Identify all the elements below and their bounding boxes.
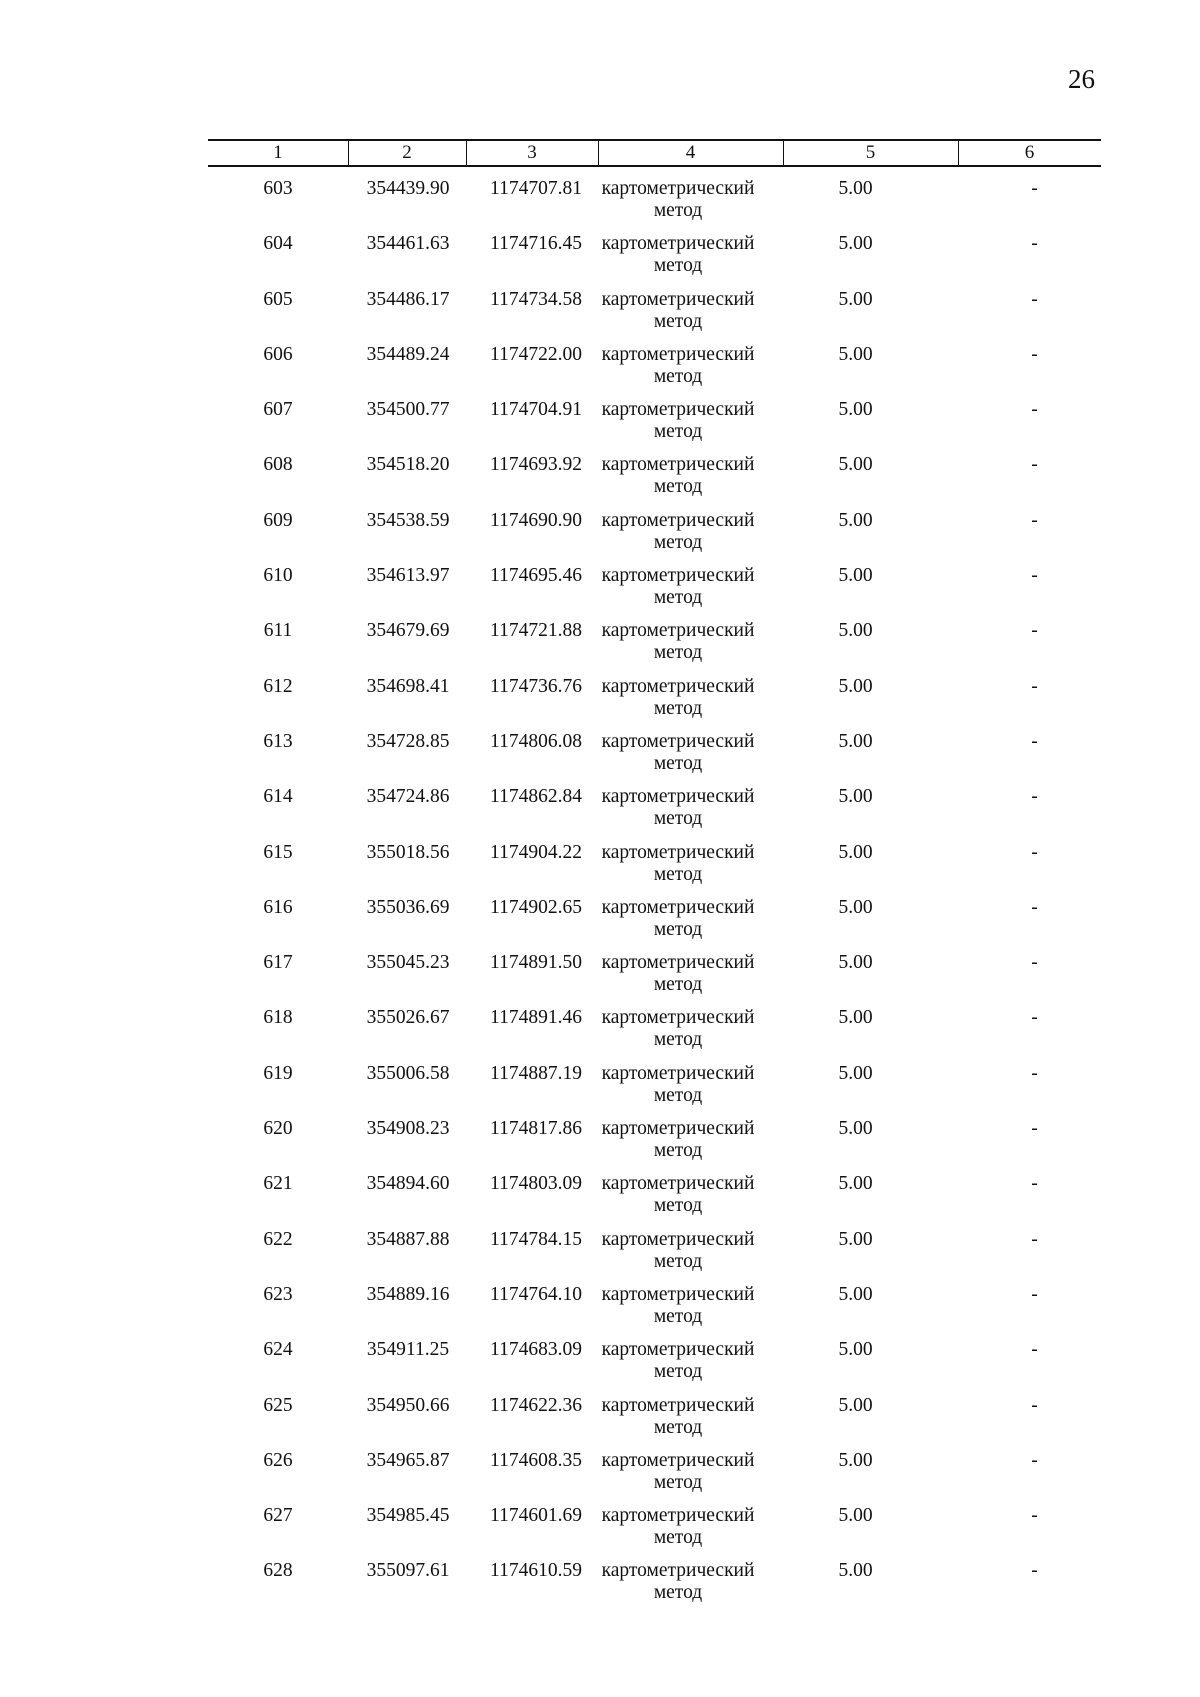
coordinate-x: 355018.56 [366, 841, 450, 863]
note-value: - [1031, 343, 1038, 365]
coordinate-x: 354500.77 [366, 399, 450, 421]
accuracy-value: 5.00 [838, 343, 873, 365]
coordinate-x: 355026.67 [366, 1007, 450, 1029]
method-line-1: картометрический [601, 1560, 755, 1582]
method-line-2: метод [653, 1029, 703, 1051]
coordinate-x: 355006.58 [366, 1062, 450, 1084]
method-line-2: метод [653, 310, 703, 332]
accuracy-value: 5.00 [838, 952, 873, 974]
method-line-2: метод [653, 1250, 703, 1272]
accuracy-value: 5.00 [838, 1560, 873, 1582]
method-line-1: картометрический [601, 1449, 755, 1471]
table-row [208, 842, 1101, 897]
accuracy-value: 5.00 [838, 1339, 873, 1361]
coordinate-y: 1174862.84 [490, 786, 582, 808]
accuracy-value: 5.00 [838, 786, 873, 808]
accuracy-value: 5.00 [838, 1062, 873, 1084]
method-line-1: картометрический [601, 288, 755, 310]
method-cell [588, 786, 768, 830]
method-line-2: метод [653, 1140, 703, 1162]
point-number: 610 [263, 565, 293, 587]
point-number: 621 [263, 1173, 293, 1195]
coordinate-y: 1174622.36 [490, 1394, 582, 1416]
note-value: - [1031, 454, 1038, 476]
method-line-2: метод [653, 808, 703, 830]
method-line-1: картометрический [601, 1283, 755, 1305]
point-number: 618 [263, 1007, 293, 1029]
accuracy-value: 5.00 [838, 288, 873, 310]
method-line-1: картометрический [601, 952, 755, 974]
note-value: - [1031, 1118, 1038, 1140]
coordinate-y: 1174891.50 [490, 952, 582, 974]
table-row [208, 399, 1101, 454]
method-line-1: картометрический [601, 343, 755, 365]
coordinate-x: 354439.90 [366, 178, 450, 199]
method-line-1: картометрический [601, 841, 755, 863]
method-cell [588, 1505, 768, 1549]
table-row [208, 1118, 1101, 1173]
coordinate-y: 1174704.91 [490, 399, 582, 421]
method-line-2: метод [653, 974, 703, 996]
accuracy-value: 5.00 [838, 1228, 873, 1250]
point-number: 617 [263, 952, 293, 974]
method-cell [588, 178, 768, 222]
coordinate-y: 1174693.92 [490, 454, 582, 476]
method-line-1: картометрический [601, 233, 755, 255]
coordinate-y: 1174887.19 [490, 1062, 582, 1084]
table-row [208, 1450, 1101, 1505]
table-row [208, 565, 1101, 620]
point-number: 605 [263, 288, 293, 310]
method-line-1: картометрический [601, 1339, 755, 1361]
note-value: - [1031, 399, 1038, 421]
note-value: - [1031, 786, 1038, 808]
accuracy-value: 5.00 [838, 509, 873, 531]
method-line-2: метод [653, 365, 703, 387]
method-line-1: картометрический [601, 1505, 755, 1527]
note-value: - [1031, 233, 1038, 255]
table-row [208, 233, 1101, 288]
method-cell [588, 344, 768, 388]
table-row [208, 1173, 1101, 1228]
method-line-1: картометрический [601, 620, 755, 642]
accuracy-value: 5.00 [838, 233, 873, 255]
method-cell [588, 1450, 768, 1494]
point-number: 612 [263, 675, 293, 697]
coordinate-y: 1174817.86 [490, 1118, 582, 1140]
coordinate-y: 1174683.09 [490, 1339, 582, 1361]
table-row [208, 897, 1101, 952]
method-cell [588, 676, 768, 720]
accuracy-value: 5.00 [838, 454, 873, 476]
point-number: 628 [263, 1560, 293, 1582]
coordinate-x: 354679.69 [366, 620, 450, 642]
coordinate-y: 1174690.90 [490, 509, 582, 531]
method-cell [588, 1560, 768, 1604]
method-line-2: метод [653, 1195, 703, 1217]
table-row [208, 1284, 1101, 1339]
method-cell [588, 731, 768, 775]
method-line-2: метод [653, 531, 703, 553]
coordinate-x: 354538.59 [366, 509, 450, 531]
method-cell [588, 454, 768, 498]
coordinate-y: 1174891.46 [490, 1007, 582, 1029]
coordinate-x: 354950.66 [366, 1394, 450, 1416]
method-line-1: картометрический [601, 454, 755, 476]
coordinate-x: 354887.88 [366, 1228, 450, 1250]
method-line-1: картометрический [601, 675, 755, 697]
table-row [208, 1007, 1101, 1062]
method-line-1: картометрический [601, 565, 755, 587]
coordinate-y: 1174736.76 [490, 675, 582, 697]
coordinate-x: 354728.85 [366, 730, 450, 752]
note-value: - [1031, 509, 1038, 531]
accuracy-value: 5.00 [838, 675, 873, 697]
point-number: 613 [263, 730, 293, 752]
method-line-1: картометрический [601, 1118, 755, 1140]
column-header-1: 1 [273, 142, 283, 163]
note-value: - [1031, 1007, 1038, 1029]
table-row [208, 1339, 1101, 1394]
method-line-1: картометрический [601, 1007, 755, 1029]
method-cell [588, 842, 768, 886]
method-cell [588, 952, 768, 996]
coordinate-x: 354613.97 [366, 565, 450, 587]
table-row [208, 1229, 1101, 1284]
table-row [208, 510, 1101, 565]
column-header-5: 5 [865, 142, 876, 163]
method-line-2: метод [653, 1471, 703, 1493]
point-number: 620 [263, 1118, 293, 1140]
method-line-2: метод [653, 1084, 703, 1106]
page-number: 26 [1068, 64, 1095, 94]
method-cell [588, 510, 768, 554]
point-number: 603 [263, 178, 293, 199]
method-line-2: метод [653, 587, 703, 609]
accuracy-value: 5.00 [838, 1505, 873, 1527]
method-line-2: метод [653, 200, 703, 221]
table-row [208, 454, 1101, 509]
note-value: - [1031, 1283, 1038, 1305]
method-cell [588, 1229, 768, 1273]
accuracy-value: 5.00 [838, 841, 873, 863]
method-cell [588, 1173, 768, 1217]
column-header-2: 2 [402, 142, 412, 163]
table-row [208, 1560, 1101, 1615]
method-line-2: метод [653, 642, 703, 664]
coordinate-x: 355036.69 [366, 896, 450, 918]
column-header-4: 4 [685, 142, 696, 163]
method-line-1: картометрический [601, 730, 755, 752]
method-cell [588, 1007, 768, 1051]
method-cell [588, 233, 768, 277]
coordinate-x: 354518.20 [366, 454, 450, 476]
table-row [208, 676, 1101, 731]
point-number: 615 [263, 841, 293, 863]
accuracy-value: 5.00 [838, 565, 873, 587]
accuracy-value: 5.00 [838, 1173, 873, 1195]
coordinate-x: 354486.17 [366, 288, 450, 310]
accuracy-value: 5.00 [838, 896, 873, 918]
method-cell [588, 1118, 768, 1162]
point-number: 622 [263, 1228, 293, 1250]
table-row [208, 1063, 1101, 1118]
method-line-1: картометрический [601, 896, 755, 918]
method-cell [588, 1395, 768, 1439]
method-cell [588, 1339, 768, 1383]
method-cell [588, 399, 768, 443]
method-line-2: метод [653, 1582, 703, 1604]
method-line-1: картометрический [601, 1394, 755, 1416]
point-number: 611 [263, 620, 293, 642]
method-line-2: метод [653, 1416, 703, 1438]
table-row [208, 952, 1101, 1007]
method-line-2: метод [653, 255, 703, 277]
table-body [208, 178, 1101, 1616]
coordinate-y: 1174707.81 [490, 178, 582, 199]
method-line-1: картометрический [601, 786, 755, 808]
coordinate-y: 1174601.69 [490, 1505, 582, 1527]
method-cell [588, 1284, 768, 1328]
point-number: 625 [263, 1394, 293, 1416]
table-row [208, 1395, 1101, 1450]
method-line-2: метод [653, 752, 703, 774]
method-line-1: картометрический [601, 1062, 755, 1084]
note-value: - [1031, 1228, 1038, 1250]
point-number: 627 [263, 1505, 293, 1527]
coordinate-x: 354724.86 [366, 786, 450, 808]
method-cell [588, 289, 768, 333]
coordinate-y: 1174904.22 [490, 841, 582, 863]
coordinate-y: 1174721.88 [490, 620, 582, 642]
coordinate-x: 354889.16 [366, 1283, 450, 1305]
coordinate-y: 1174902.65 [490, 896, 582, 918]
point-number: 608 [263, 454, 293, 476]
table-header [208, 139, 1101, 167]
note-value: - [1031, 565, 1038, 587]
table-row [208, 344, 1101, 399]
note-value: - [1031, 620, 1038, 642]
point-number: 609 [263, 509, 293, 531]
table-row [208, 786, 1101, 841]
note-value: - [1031, 675, 1038, 697]
note-value: - [1031, 730, 1038, 752]
note-value: - [1031, 896, 1038, 918]
method-cell [588, 565, 768, 609]
coordinate-y: 1174716.45 [490, 233, 582, 255]
point-number: 623 [263, 1283, 293, 1305]
note-value: - [1031, 178, 1038, 199]
note-value: - [1031, 1560, 1038, 1582]
note-value: - [1031, 1505, 1038, 1527]
point-number: 604 [263, 233, 293, 255]
method-line-2: метод [653, 421, 703, 443]
coordinate-y: 1174784.15 [490, 1228, 582, 1250]
method-cell [588, 620, 768, 664]
accuracy-value: 5.00 [838, 1449, 873, 1471]
coordinate-x: 354698.41 [366, 675, 450, 697]
accuracy-value: 5.00 [838, 620, 873, 642]
accuracy-value: 5.00 [838, 399, 873, 421]
coordinate-x: 355097.61 [366, 1560, 450, 1582]
method-line-2: метод [653, 1361, 703, 1383]
note-value: - [1031, 1394, 1038, 1416]
point-number: 616 [263, 896, 293, 918]
accuracy-value: 5.00 [838, 1283, 873, 1305]
method-cell [588, 1063, 768, 1107]
note-value: - [1031, 1173, 1038, 1195]
coordinate-x: 354911.25 [366, 1339, 450, 1361]
method-line-1: картометрический [601, 399, 755, 421]
coordinate-x: 354894.60 [366, 1173, 450, 1195]
coordinate-y: 1174722.00 [490, 343, 582, 365]
note-value: - [1031, 841, 1038, 863]
method-line-2: метод [653, 697, 703, 719]
note-value: - [1031, 1062, 1038, 1084]
note-value: - [1031, 1449, 1038, 1471]
column-header-3: 3 [527, 142, 537, 163]
coordinate-x: 354461.63 [366, 233, 450, 255]
method-line-1: картометрический [601, 1173, 755, 1195]
coordinate-x: 355045.23 [366, 952, 450, 974]
coordinate-y: 1174695.46 [490, 565, 582, 587]
accuracy-value: 5.00 [838, 1394, 873, 1416]
method-line-2: метод [653, 1305, 703, 1327]
point-number: 619 [263, 1062, 293, 1084]
method-line-1: картометрический [601, 509, 755, 531]
accuracy-value: 5.00 [838, 730, 873, 752]
table-row [208, 1505, 1101, 1560]
coordinate-y: 1174734.58 [490, 288, 582, 310]
table-row [208, 289, 1101, 344]
accuracy-value: 5.00 [838, 178, 873, 199]
coordinate-x: 354965.87 [366, 1449, 450, 1471]
method-line-1: картометрический [601, 1228, 755, 1250]
coordinate-x: 354908.23 [366, 1118, 450, 1140]
coordinate-y: 1174803.09 [490, 1173, 582, 1195]
point-number: 614 [263, 786, 293, 808]
coordinate-y: 1174608.35 [490, 1449, 582, 1471]
note-value: - [1031, 288, 1038, 310]
accuracy-value: 5.00 [838, 1007, 873, 1029]
method-line-2: метод [653, 918, 703, 940]
point-number: 626 [263, 1449, 293, 1471]
note-value: - [1031, 1339, 1038, 1361]
column-header-6: 6 [1024, 142, 1035, 163]
method-cell [588, 897, 768, 941]
coordinate-x: 354489.24 [366, 343, 450, 365]
point-number: 607 [263, 399, 293, 421]
coordinate-y: 1174806.08 [490, 730, 582, 752]
table-row [208, 731, 1101, 786]
coordinate-x: 354985.45 [366, 1505, 450, 1527]
coordinate-y: 1174764.10 [490, 1283, 582, 1305]
table-row [208, 620, 1101, 675]
point-number: 606 [263, 343, 293, 365]
table-row [208, 178, 1101, 233]
point-number: 624 [263, 1339, 293, 1361]
method-line-2: метод [653, 1527, 703, 1549]
method-line-2: метод [653, 476, 703, 498]
method-line-2: метод [653, 863, 703, 885]
coordinate-y: 1174610.59 [490, 1560, 582, 1582]
accuracy-value: 5.00 [838, 1118, 873, 1140]
method-line-1: картометрический [601, 178, 755, 199]
note-value: - [1031, 952, 1038, 974]
